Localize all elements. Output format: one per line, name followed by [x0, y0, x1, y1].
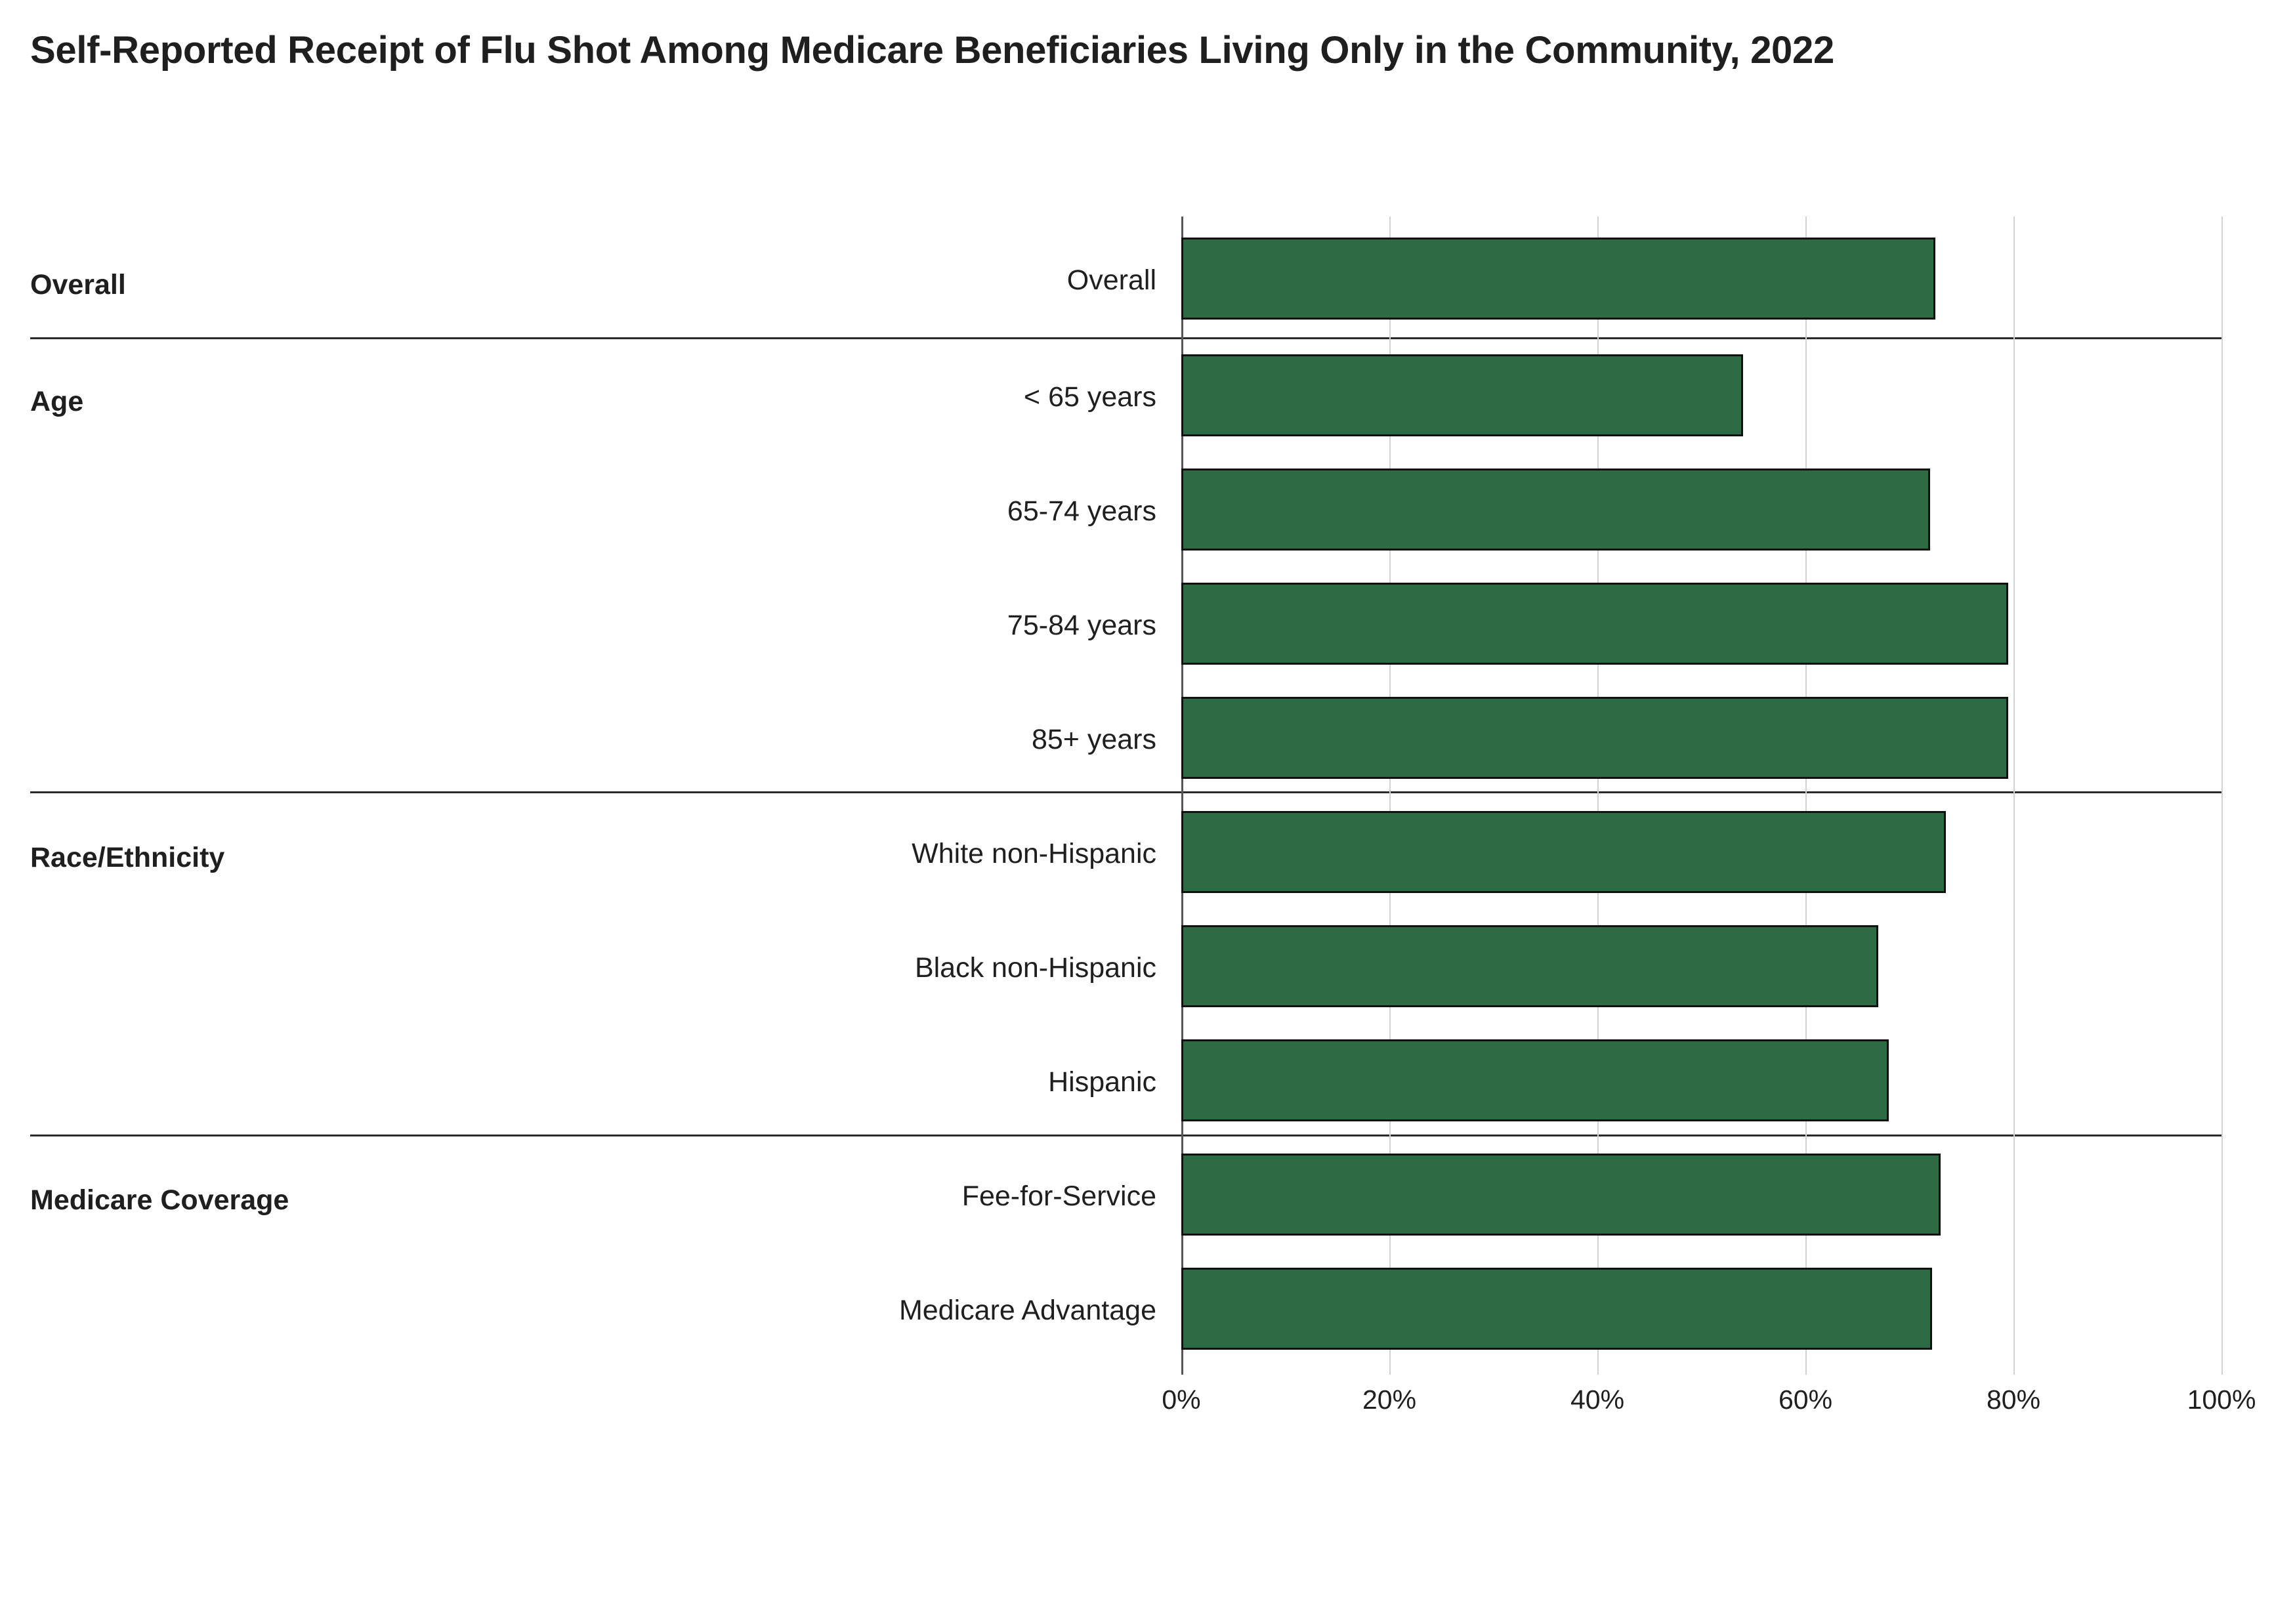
group-label-medicare-coverage: Medicare Coverage	[30, 1184, 289, 1216]
group-separator	[30, 337, 2222, 339]
bar-85-plus-years	[1181, 697, 2008, 779]
bar-65-74-years	[1181, 468, 1930, 551]
group-separator	[30, 1135, 2222, 1136]
group-separator	[30, 791, 2222, 793]
gridline-100	[2221, 217, 2223, 1375]
category-label-75-84-years: 75-84 years	[1007, 610, 1156, 641]
category-label-medicare-advantage: Medicare Advantage	[898, 1295, 1156, 1326]
category-label-fee-for-service: Fee-for-Service	[961, 1180, 1156, 1212]
xtick-100: 100%	[2187, 1385, 2256, 1415]
bar-white-non-hispanic	[1181, 811, 1946, 893]
bar-overall	[1181, 238, 1935, 320]
xtick-20: 20%	[1362, 1385, 1417, 1415]
xtick-40: 40%	[1570, 1385, 1625, 1415]
category-label-black-non-hispanic: Black non-Hispanic	[914, 952, 1156, 984]
category-label-85-plus-years: 85+ years	[1031, 724, 1156, 755]
xtick-80: 80%	[1986, 1385, 2041, 1415]
bar-under-65-years	[1181, 354, 1743, 436]
category-label-hispanic: Hispanic	[1048, 1066, 1156, 1098]
bar-hispanic	[1181, 1039, 1889, 1121]
bar-medicare-advantage	[1181, 1268, 1932, 1350]
category-label-overall: Overall	[1066, 264, 1156, 296]
group-label-overall: Overall	[30, 269, 126, 301]
bar-75-84-years	[1181, 583, 2008, 665]
group-label-age: Age	[30, 386, 84, 417]
xtick-0: 0%	[1162, 1385, 1201, 1415]
bar-fee-for-service	[1181, 1154, 1941, 1236]
xtick-60: 60%	[1778, 1385, 1833, 1415]
gridline-80	[2013, 217, 2015, 1375]
group-label-race-ethnicity: Race/Ethnicity	[30, 842, 225, 873]
bar-black-non-hispanic	[1181, 925, 1878, 1007]
category-label-white-non-hispanic: White non-Hispanic	[912, 838, 1156, 869]
category-label-65-74-years: 65-74 years	[1007, 495, 1156, 527]
category-label-under-65-years: < 65 years	[1024, 381, 1156, 413]
page-title: Self-Reported Receipt of Flu Shot Among Medicare Beneficiaries Living Only in the Community, 2022	[30, 29, 1834, 72]
